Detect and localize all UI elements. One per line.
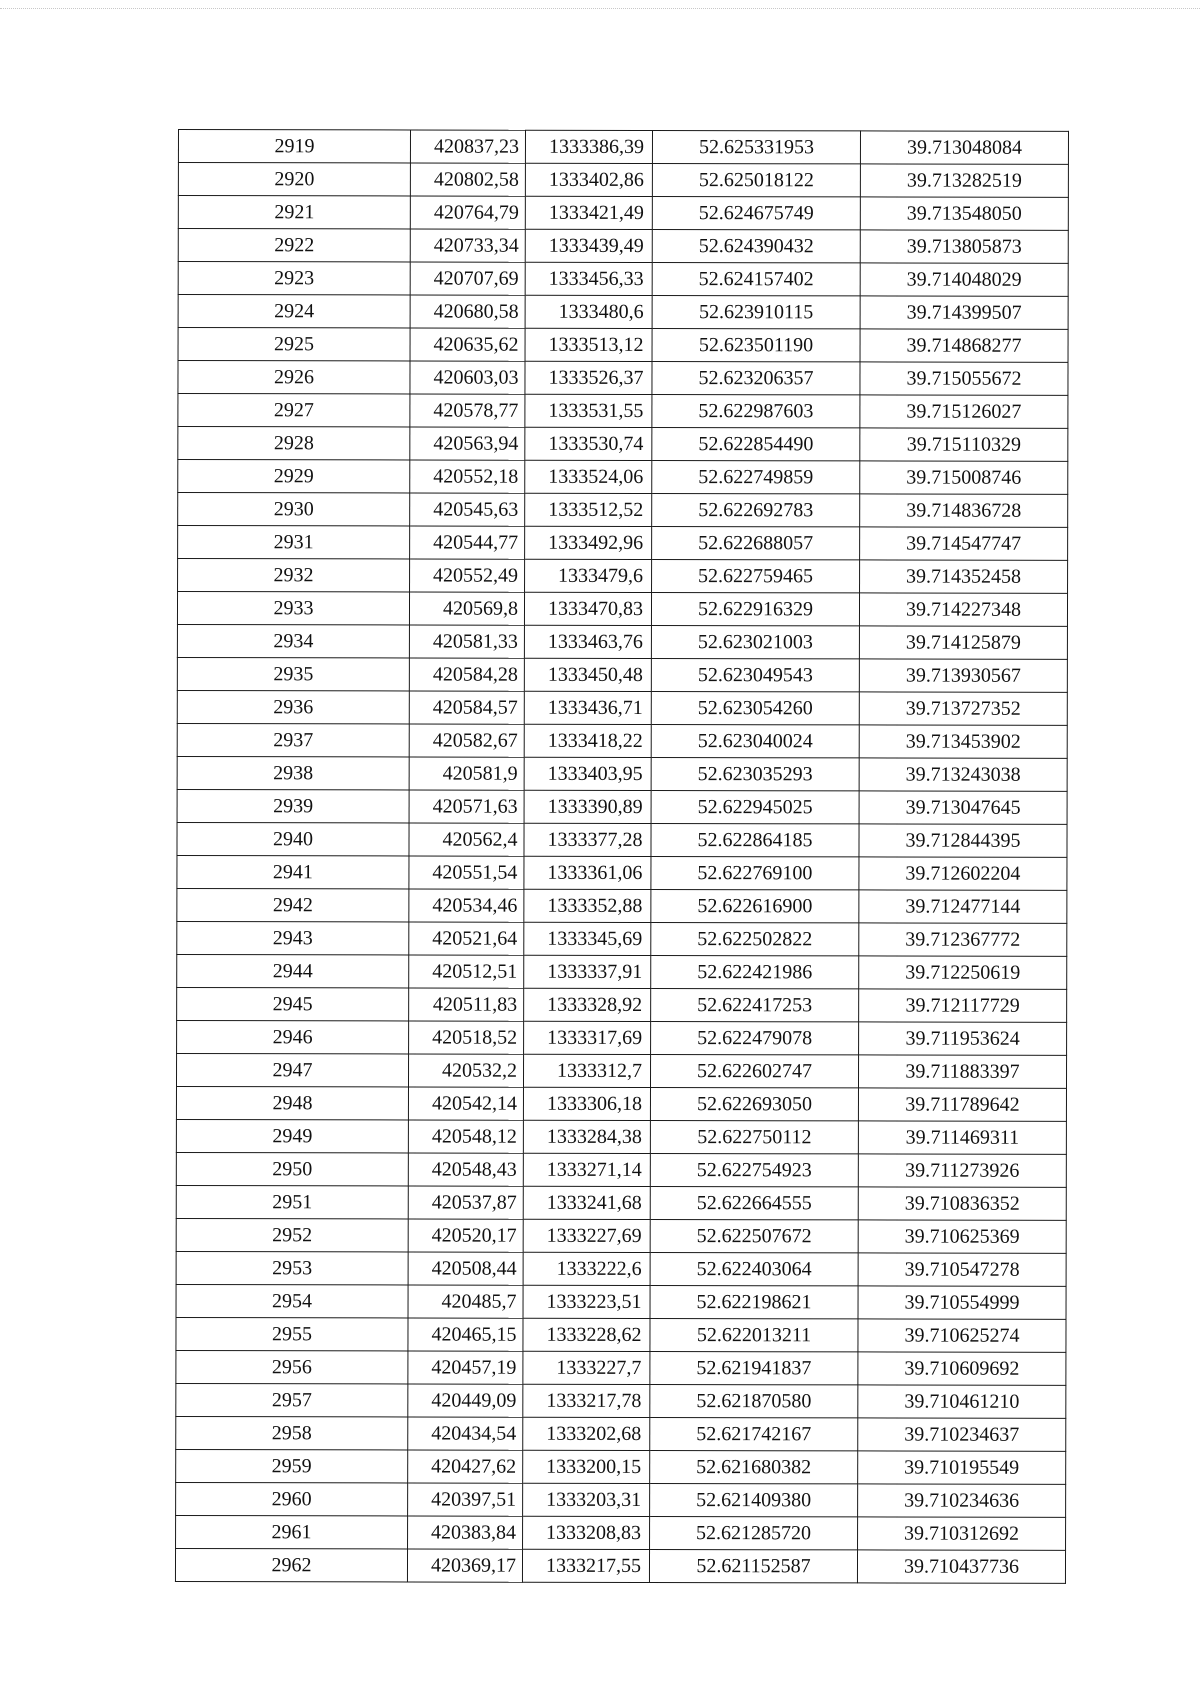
table-row xyxy=(178,196,1068,231)
point-number-cell: 2945 xyxy=(177,987,409,1020)
y-coordinate-cell: 1333200,15 xyxy=(523,1450,650,1483)
y-coordinate-cell: 1333377,28 xyxy=(524,823,651,856)
latitude-cell: 52.622602747 xyxy=(650,1054,858,1087)
longitude-cell: 39.712250619 xyxy=(859,956,1067,989)
scan-edge-line xyxy=(0,8,1200,9)
y-coordinate-cell: 1333202,68 xyxy=(523,1417,650,1450)
y-coordinate-cell: 1333306,18 xyxy=(523,1087,650,1120)
x-coordinate-cell: 420581,33 xyxy=(409,625,524,658)
longitude-cell: 39.711789642 xyxy=(858,1088,1066,1121)
x-coordinate-cell: 420397,51 xyxy=(408,1483,523,1516)
point-number-cell: 2927 xyxy=(178,394,410,427)
latitude-cell: 52.622749859 xyxy=(652,460,860,493)
y-coordinate-cell: 1333436,71 xyxy=(524,691,651,724)
point-number-cell: 2947 xyxy=(176,1053,408,1086)
point-number-cell: 2922 xyxy=(178,229,410,262)
point-number-cell: 2952 xyxy=(176,1218,408,1251)
y-coordinate-cell: 1333222,6 xyxy=(523,1252,650,1285)
point-number-cell: 2942 xyxy=(177,888,409,921)
y-coordinate-cell: 1333208,83 xyxy=(523,1516,650,1549)
longitude-cell: 39.713243038 xyxy=(859,758,1067,791)
latitude-cell: 52.623501190 xyxy=(652,328,860,361)
latitude-cell: 52.622693050 xyxy=(650,1087,858,1120)
latitude-cell: 52.622403064 xyxy=(650,1252,858,1285)
x-coordinate-cell: 420544,77 xyxy=(410,526,525,559)
longitude-cell: 39.713548050 xyxy=(860,197,1068,230)
y-coordinate-cell: 1333241,68 xyxy=(523,1186,650,1219)
latitude-cell: 52.624157402 xyxy=(652,262,860,295)
y-coordinate-cell: 1333223,51 xyxy=(523,1285,650,1318)
x-coordinate-cell: 420578,77 xyxy=(410,394,525,427)
x-coordinate-cell: 420511,83 xyxy=(409,988,524,1021)
table-row xyxy=(177,657,1067,692)
y-coordinate-cell: 1333345,69 xyxy=(524,922,651,955)
latitude-cell: 52.624390432 xyxy=(652,229,860,262)
x-coordinate-cell: 420562,4 xyxy=(409,823,524,856)
x-coordinate-cell: 420532,2 xyxy=(408,1054,523,1087)
longitude-cell: 39.714352458 xyxy=(860,560,1068,593)
x-coordinate-cell: 420569,8 xyxy=(409,592,524,625)
x-coordinate-cell: 420508,44 xyxy=(408,1252,523,1285)
latitude-cell: 52.624675749 xyxy=(652,196,860,229)
point-number-cell: 2953 xyxy=(176,1251,408,1284)
y-coordinate-cell: 1333439,49 xyxy=(525,229,652,262)
latitude-cell: 52.621285720 xyxy=(650,1516,858,1549)
table-row xyxy=(176,1119,1066,1154)
table-row xyxy=(178,460,1068,495)
x-coordinate-cell: 420427,62 xyxy=(408,1450,523,1483)
x-coordinate-cell: 420584,57 xyxy=(409,691,524,724)
y-coordinate-cell: 1333470,83 xyxy=(524,592,651,625)
x-coordinate-cell: 420434,54 xyxy=(408,1417,523,1450)
table-row xyxy=(178,229,1068,264)
latitude-cell: 52.622688057 xyxy=(652,526,860,559)
table-row xyxy=(178,526,1068,561)
longitude-cell: 39.713047645 xyxy=(859,791,1067,824)
y-coordinate-cell: 1333361,06 xyxy=(524,856,651,889)
latitude-cell: 52.622479078 xyxy=(651,1021,859,1054)
y-coordinate-cell: 1333480,6 xyxy=(525,295,652,328)
longitude-cell: 39.714836728 xyxy=(860,494,1068,527)
x-coordinate-cell: 420534,46 xyxy=(409,889,524,922)
longitude-cell: 39.712117729 xyxy=(859,989,1067,1022)
table-row xyxy=(175,1548,1065,1583)
table-row xyxy=(177,723,1067,758)
table-row xyxy=(176,1449,1066,1484)
table-row xyxy=(177,624,1067,659)
table-row xyxy=(177,822,1067,857)
latitude-cell: 52.622616900 xyxy=(651,889,859,922)
longitude-cell: 39.712367772 xyxy=(859,923,1067,956)
table-row xyxy=(176,1053,1066,1088)
table-row xyxy=(177,690,1067,725)
x-coordinate-cell: 420518,52 xyxy=(409,1021,524,1054)
y-coordinate-cell: 1333203,31 xyxy=(523,1483,650,1516)
x-coordinate-cell: 420545,63 xyxy=(410,493,525,526)
x-coordinate-cell: 420802,58 xyxy=(410,163,525,196)
x-coordinate-cell: 420582,67 xyxy=(409,724,524,757)
point-number-cell: 2943 xyxy=(177,921,409,954)
latitude-cell: 52.622759465 xyxy=(652,559,860,592)
latitude-cell: 52.621409380 xyxy=(650,1483,858,1516)
x-coordinate-cell: 420485,7 xyxy=(408,1285,523,1318)
longitude-cell: 39.714048029 xyxy=(860,263,1068,296)
longitude-cell: 39.710609692 xyxy=(858,1352,1066,1385)
latitude-cell: 52.622916329 xyxy=(651,592,859,625)
table-row xyxy=(178,130,1068,165)
longitude-cell: 39.711273926 xyxy=(858,1154,1066,1187)
point-number-cell: 2948 xyxy=(176,1086,408,1119)
longitude-cell: 39.713805873 xyxy=(860,230,1068,263)
point-number-cell: 2934 xyxy=(177,624,409,657)
table-row xyxy=(177,1020,1067,1055)
x-coordinate-cell: 420542,14 xyxy=(408,1087,523,1120)
table-row xyxy=(176,1152,1066,1187)
y-coordinate-cell: 1333531,55 xyxy=(525,394,652,427)
point-number-cell: 2928 xyxy=(178,427,410,460)
x-coordinate-cell: 420548,12 xyxy=(408,1120,523,1153)
y-coordinate-cell: 1333418,22 xyxy=(524,724,651,757)
point-number-cell: 2930 xyxy=(178,493,410,526)
x-coordinate-cell: 420449,09 xyxy=(408,1384,523,1417)
point-number-cell: 2921 xyxy=(178,196,410,229)
longitude-cell: 39.714227348 xyxy=(859,593,1067,626)
longitude-cell: 39.714547747 xyxy=(860,527,1068,560)
x-coordinate-cell: 420552,18 xyxy=(410,460,525,493)
latitude-cell: 52.622769100 xyxy=(651,856,859,889)
x-coordinate-cell: 420680,58 xyxy=(410,295,525,328)
latitude-cell: 52.622692783 xyxy=(652,493,860,526)
point-number-cell: 2941 xyxy=(177,855,409,888)
x-coordinate-cell: 420837,23 xyxy=(410,130,525,163)
x-coordinate-cell: 420457,19 xyxy=(408,1351,523,1384)
y-coordinate-cell: 1333450,48 xyxy=(524,658,651,691)
y-coordinate-cell: 1333352,88 xyxy=(524,889,651,922)
table-row xyxy=(177,954,1067,989)
latitude-cell: 52.622507672 xyxy=(650,1219,858,1252)
longitude-cell: 39.715126027 xyxy=(860,395,1068,428)
latitude-cell: 52.622013211 xyxy=(650,1318,858,1351)
longitude-cell: 39.713282519 xyxy=(860,164,1068,197)
point-number-cell: 2961 xyxy=(176,1515,408,1548)
latitude-cell: 52.622754923 xyxy=(650,1153,858,1186)
longitude-cell: 39.713727352 xyxy=(859,692,1067,725)
latitude-cell: 52.622502822 xyxy=(651,922,859,955)
longitude-cell: 39.710554999 xyxy=(858,1286,1066,1319)
latitude-cell: 52.621941837 xyxy=(650,1351,858,1384)
table-row xyxy=(176,1383,1066,1418)
y-coordinate-cell: 1333337,91 xyxy=(524,955,651,988)
latitude-cell: 52.623049543 xyxy=(651,658,859,691)
point-number-cell: 2935 xyxy=(177,657,409,690)
longitude-cell: 39.714399507 xyxy=(860,296,1068,329)
table-row xyxy=(176,1482,1066,1517)
y-coordinate-cell: 1333421,49 xyxy=(525,196,652,229)
x-coordinate-cell: 420764,79 xyxy=(410,196,525,229)
latitude-cell: 52.622854490 xyxy=(652,427,860,460)
point-number-cell: 2929 xyxy=(178,460,410,493)
latitude-cell: 52.621870580 xyxy=(650,1384,858,1417)
longitude-cell: 39.714868277 xyxy=(860,329,1068,362)
longitude-cell: 39.710312692 xyxy=(858,1517,1066,1550)
point-number-cell: 2962 xyxy=(175,1548,407,1581)
table-row xyxy=(178,262,1068,297)
y-coordinate-cell: 1333317,69 xyxy=(524,1021,651,1054)
point-number-cell: 2959 xyxy=(176,1449,408,1482)
table-row xyxy=(176,1416,1066,1451)
point-number-cell: 2920 xyxy=(178,163,410,196)
latitude-cell: 52.623206357 xyxy=(652,361,860,394)
latitude-cell: 52.622421986 xyxy=(651,955,859,988)
y-coordinate-cell: 1333524,06 xyxy=(525,460,652,493)
point-number-cell: 2946 xyxy=(177,1020,409,1053)
point-number-cell: 2955 xyxy=(176,1317,408,1350)
table-row xyxy=(178,328,1068,363)
x-coordinate-cell: 420563,94 xyxy=(410,427,525,460)
table-row xyxy=(177,987,1067,1022)
latitude-cell: 52.623910115 xyxy=(652,295,860,328)
longitude-cell: 39.715008746 xyxy=(860,461,1068,494)
point-number-cell: 2938 xyxy=(177,756,409,789)
x-coordinate-cell: 420551,54 xyxy=(409,856,524,889)
x-coordinate-cell: 420369,17 xyxy=(407,1549,522,1582)
latitude-cell: 52.623054260 xyxy=(651,691,859,724)
point-number-cell: 2931 xyxy=(178,526,410,559)
table-row xyxy=(178,361,1068,396)
y-coordinate-cell: 1333228,62 xyxy=(523,1318,650,1351)
point-number-cell: 2936 xyxy=(177,690,409,723)
latitude-cell: 52.623021003 xyxy=(651,625,859,658)
y-coordinate-cell: 1333217,78 xyxy=(523,1384,650,1417)
table-row xyxy=(177,855,1067,890)
x-coordinate-cell: 420512,51 xyxy=(409,955,524,988)
point-number-cell: 2958 xyxy=(176,1416,408,1449)
table-row xyxy=(176,1251,1066,1286)
x-coordinate-cell: 420707,69 xyxy=(410,262,525,295)
point-number-cell: 2932 xyxy=(178,559,410,592)
y-coordinate-cell: 1333328,92 xyxy=(524,988,651,1021)
y-coordinate-cell: 1333492,96 xyxy=(525,526,652,559)
y-coordinate-cell: 1333456,33 xyxy=(525,262,652,295)
point-number-cell: 2960 xyxy=(176,1482,408,1515)
table-row xyxy=(176,1284,1066,1319)
y-coordinate-cell: 1333403,95 xyxy=(524,757,651,790)
point-number-cell: 2939 xyxy=(177,789,409,822)
point-number-cell: 2950 xyxy=(176,1152,408,1185)
point-number-cell: 2940 xyxy=(177,822,409,855)
point-number-cell: 2956 xyxy=(176,1350,408,1383)
longitude-cell: 39.712477144 xyxy=(859,890,1067,923)
y-coordinate-cell: 1333463,76 xyxy=(524,625,651,658)
x-coordinate-cell: 420635,62 xyxy=(410,328,525,361)
x-coordinate-cell: 420552,49 xyxy=(410,559,525,592)
point-number-cell: 2926 xyxy=(178,361,410,394)
longitude-cell: 39.710234636 xyxy=(858,1484,1066,1517)
point-number-cell: 2949 xyxy=(176,1119,408,1152)
point-number-cell: 2957 xyxy=(176,1383,408,1416)
x-coordinate-cell: 420383,84 xyxy=(408,1516,523,1549)
latitude-cell: 52.622198621 xyxy=(650,1285,858,1318)
point-number-cell: 2937 xyxy=(177,723,409,756)
latitude-cell: 52.622664555 xyxy=(650,1186,858,1219)
y-coordinate-cell: 1333227,7 xyxy=(523,1351,650,1384)
longitude-cell: 39.710234637 xyxy=(858,1418,1066,1451)
longitude-cell: 39.711469311 xyxy=(858,1121,1066,1154)
y-coordinate-cell: 1333217,55 xyxy=(522,1549,649,1582)
longitude-cell: 39.715055672 xyxy=(860,362,1068,395)
latitude-cell: 52.622417253 xyxy=(651,988,859,1021)
table-row xyxy=(176,1185,1066,1220)
longitude-cell: 39.715110329 xyxy=(860,428,1068,461)
coordinates-table xyxy=(175,129,1069,1584)
table-row xyxy=(177,888,1067,923)
longitude-cell: 39.714125879 xyxy=(859,626,1067,659)
longitude-cell: 39.711953624 xyxy=(859,1022,1067,1055)
y-coordinate-cell: 1333479,6 xyxy=(525,559,652,592)
table-row xyxy=(176,1218,1066,1253)
y-coordinate-cell: 1333526,37 xyxy=(525,361,652,394)
latitude-cell: 52.621742167 xyxy=(650,1417,858,1450)
y-coordinate-cell: 1333386,39 xyxy=(525,130,652,163)
table-row xyxy=(178,394,1068,429)
x-coordinate-cell: 420521,64 xyxy=(409,922,524,955)
latitude-cell: 52.625331953 xyxy=(652,130,860,163)
longitude-cell: 39.710625369 xyxy=(858,1220,1066,1253)
latitude-cell: 52.623040024 xyxy=(651,724,859,757)
x-coordinate-cell: 420581,9 xyxy=(409,757,524,790)
x-coordinate-cell: 420548,43 xyxy=(408,1153,523,1186)
table-row xyxy=(176,1086,1066,1121)
point-number-cell: 2933 xyxy=(177,592,409,625)
point-number-cell: 2954 xyxy=(176,1284,408,1317)
longitude-cell: 39.710625274 xyxy=(858,1319,1066,1352)
y-coordinate-cell: 1333271,14 xyxy=(523,1153,650,1186)
table-row xyxy=(178,427,1068,462)
y-coordinate-cell: 1333284,38 xyxy=(523,1120,650,1153)
x-coordinate-cell: 420520,17 xyxy=(408,1219,523,1252)
table-row xyxy=(176,1350,1066,1385)
point-number-cell: 2925 xyxy=(178,328,410,361)
latitude-cell: 52.622864185 xyxy=(651,823,859,856)
x-coordinate-cell: 420571,63 xyxy=(409,790,524,823)
table-row xyxy=(178,559,1068,594)
latitude-cell: 52.625018122 xyxy=(652,163,860,196)
y-coordinate-cell: 1333390,89 xyxy=(524,790,651,823)
point-number-cell: 2923 xyxy=(178,262,410,295)
table-row xyxy=(177,921,1067,956)
point-number-cell: 2924 xyxy=(178,295,410,328)
table-row xyxy=(177,756,1067,791)
table-row xyxy=(176,1317,1066,1352)
longitude-cell: 39.713453902 xyxy=(859,725,1067,758)
table-row xyxy=(177,789,1067,824)
table-row xyxy=(178,493,1068,528)
x-coordinate-cell: 420603,03 xyxy=(410,361,525,394)
y-coordinate-cell: 1333312,7 xyxy=(523,1054,650,1087)
longitude-cell: 39.712602204 xyxy=(859,857,1067,890)
longitude-cell: 39.710461210 xyxy=(858,1385,1066,1418)
y-coordinate-cell: 1333530,74 xyxy=(525,427,652,460)
x-coordinate-cell: 420465,15 xyxy=(408,1318,523,1351)
y-coordinate-cell: 1333513,12 xyxy=(525,328,652,361)
longitude-cell: 39.712844395 xyxy=(859,824,1067,857)
x-coordinate-cell: 420537,87 xyxy=(408,1186,523,1219)
latitude-cell: 52.622945025 xyxy=(651,790,859,823)
longitude-cell: 39.713930567 xyxy=(859,659,1067,692)
x-coordinate-cell: 420584,28 xyxy=(409,658,524,691)
table-row xyxy=(178,295,1068,330)
longitude-cell: 39.710437736 xyxy=(857,1550,1065,1583)
y-coordinate-cell: 1333402,86 xyxy=(525,163,652,196)
point-number-cell: 2951 xyxy=(176,1185,408,1218)
table-row xyxy=(178,163,1068,198)
latitude-cell: 52.623035293 xyxy=(651,757,859,790)
longitude-cell: 39.710547278 xyxy=(858,1253,1066,1286)
longitude-cell: 39.713048084 xyxy=(860,131,1068,164)
longitude-cell: 39.711883397 xyxy=(858,1055,1066,1088)
longitude-cell: 39.710836352 xyxy=(858,1187,1066,1220)
coordinates-table-body xyxy=(175,130,1068,1584)
latitude-cell: 52.622987603 xyxy=(652,394,860,427)
point-number-cell: 2919 xyxy=(178,130,410,163)
table-row xyxy=(176,1515,1066,1550)
y-coordinate-cell: 1333512,52 xyxy=(525,493,652,526)
latitude-cell: 52.621152587 xyxy=(649,1549,857,1582)
y-coordinate-cell: 1333227,69 xyxy=(523,1219,650,1252)
latitude-cell: 52.621680382 xyxy=(650,1450,858,1483)
latitude-cell: 52.622750112 xyxy=(650,1120,858,1153)
longitude-cell: 39.710195549 xyxy=(858,1451,1066,1484)
point-number-cell: 2944 xyxy=(177,954,409,987)
table-row xyxy=(177,592,1067,627)
x-coordinate-cell: 420733,34 xyxy=(410,229,525,262)
